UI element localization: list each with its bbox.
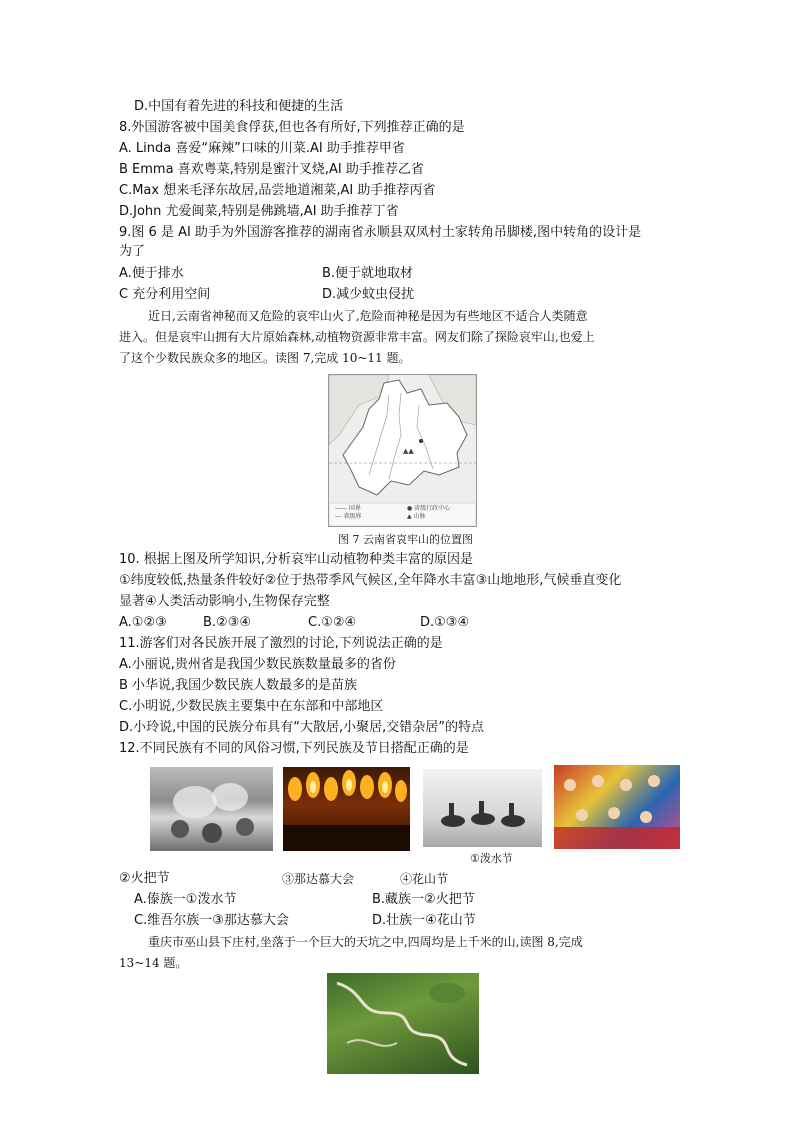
passage1-line3: 了这个少数民族众多的地区。读图 7,完成 10~11 题。 [119, 351, 411, 365]
q11-option-b: B 小华说,我国少数民族人数最多的是苗族 [119, 678, 358, 693]
passage1-line1: 近日,云南省神秘而又危险的哀牢山火了,危险而神秘是因为有些地区不适合人类随意 [148, 309, 588, 323]
q12-option-d: D.壮族一④花山节 [372, 913, 476, 928]
q10-option-c: C.①②④ [308, 615, 357, 630]
map-legend-border: —— 国界 [335, 505, 361, 512]
festival-label-2: ②火把节 [119, 871, 170, 886]
passage2-line2: 13~14 题。 [119, 956, 188, 970]
horse-riders-icon [423, 769, 542, 847]
q10-option-b: B.②③④ [203, 615, 252, 630]
passage2-line1: 重庆市巫山县下庄村,坐落于一个巨大的天坑之中,四周均是上千米的山,读图 8,完成 [148, 935, 583, 949]
q8-option-c: C.Max 想来毛泽东故居,品尝地道湘菜,AI 助手推荐丙省 [119, 183, 436, 198]
q11-option-a: A.小丽说,贵州省是我国少数民族数量最多的省份 [119, 657, 396, 672]
q11-stem: 11.游客们对各民族开展了激烈的讨论,下列说法正确的是 [119, 636, 443, 651]
map-legend-province: --- 省级界 [335, 513, 362, 520]
q10-option-a: A.①②③ [119, 615, 167, 630]
crowd-costume-icon [554, 765, 680, 849]
festival-label-1: ①泼水节 [470, 852, 513, 865]
map-legend-mountain: ▲ 山脉 [407, 513, 426, 520]
water-splashing-photo [150, 767, 273, 851]
q10-option-d: D.①③④ [420, 615, 470, 630]
q9-stem-line2: 为了 [119, 244, 146, 259]
festival-label-4: ④花山节 [400, 872, 449, 886]
q7-option-d: D.中国有着先进的科技和便捷的生活 [134, 99, 344, 114]
festival-label-3: ③那达慕大会 [282, 872, 355, 886]
yunnan-map-figure [328, 374, 477, 527]
q9-option-a: A.便于排水 [119, 266, 184, 281]
torch-flame-icon [283, 767, 410, 851]
xiazhuang-village-photo [327, 973, 479, 1074]
q12-stem: 12.不同民族有不同的风俗习惯,下列民族及节日搭配正确的是 [119, 741, 469, 756]
yunnan-map-icon [329, 375, 476, 526]
nadam-fair-photo [423, 769, 542, 847]
flower-mountain-festival-photo [554, 765, 680, 849]
q9-option-b: B.便于就地取材 [322, 266, 414, 281]
q8-option-b: B Emma 喜欢粤菜,特别是蜜汁叉烧,AI 助手推荐乙省 [119, 162, 424, 177]
q12-option-a: A.傣族一①泼水节 [134, 892, 237, 907]
winding-road-icon [327, 973, 479, 1074]
q11-option-d: D.小玲说,中国的民族分布具有“大散居,小聚居,交错杂居”的特点 [119, 720, 485, 735]
passage1-line2: 进入。但是哀牢山拥有大片原始森林,动植物资源非常丰富。网友们除了探险哀牢山,也爱上 [119, 330, 595, 344]
water-splash-icon [150, 767, 273, 851]
q10-statement-line2: 显著④人类活动影响小,生物保存完整 [119, 594, 330, 609]
q9-stem-line1: 9.图 6 是 AI 助手为外国游客推荐的湖南省永顺县双凤村土家转角吊脚楼,图中转角的设计是 [119, 225, 642, 240]
q9-option-c: C 充分利用空间 [119, 287, 211, 302]
map-legend-capital: ● 省级行政中心 [407, 505, 451, 512]
q8-option-d: D.John 尤爱闽菜,特别是佛跳墙,AI 助手推荐丁省 [119, 204, 399, 219]
q8-option-a: A. Linda 喜爱“麻辣”口味的川菜.AI 助手推荐甲省 [119, 141, 405, 156]
q10-stem: 10. 根据上图及所学知识,分析哀牢山动植物种类丰富的原因是 [119, 552, 473, 567]
figure7-caption: 图 7 云南省哀牢山的位置图 [338, 533, 473, 546]
torch-festival-photo [283, 767, 410, 851]
q8-stem: 8.外国游客被中国美食俘获,但也各有所好,下列推荐正确的是 [119, 120, 465, 135]
svg-text:▲▲: ▲▲ [403, 447, 414, 455]
q12-option-c: C.维吾尔族一③那达慕大会 [134, 913, 289, 928]
q12-option-b: B.藏族一②火把节 [372, 892, 475, 907]
q11-option-c: C.小明说,少数民族主要集中在东部和中部地区 [119, 699, 384, 714]
q9-option-d: D.减少蚊虫侵扰 [322, 287, 415, 302]
q10-statement-line1: ①纬度较低,热量条件较好②位于热带季风气候区,全年降水丰富③山地地形,气候垂直变化 [119, 573, 622, 588]
